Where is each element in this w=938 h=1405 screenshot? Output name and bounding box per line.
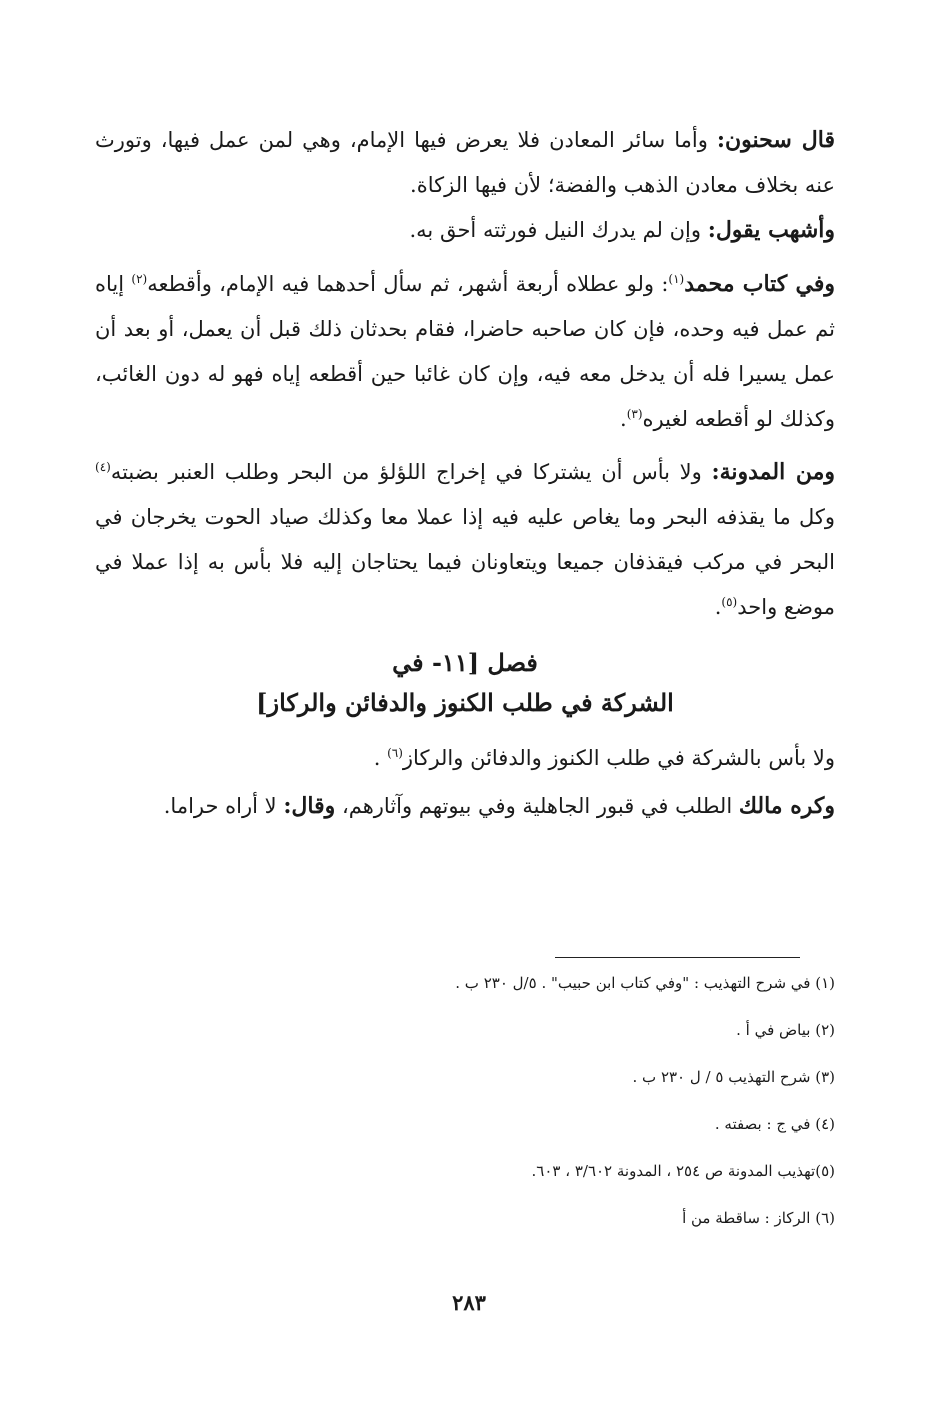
- footnote-2: (٢) بياض في أ .: [736, 1021, 835, 1039]
- paragraph-mudawwana: [95, 450, 835, 630]
- section-heading-line1: فصل [١١- في: [392, 648, 538, 677]
- paragraph-text: وكل ما يقذفه البحر وما يغاص عليه فيه إذا عملا معا وكذلك صياد الحوت يخرجان في البحر في مركب فيقذفان جميعا ويتعاونان فيما يحتاجان إليه فلا بأس به إذا عملا في موضع واحد: [95, 505, 835, 619]
- paragraph-text: ولا بأس أن يشتركا في إخراج اللؤلؤ من البحر وطلب العنبر بضبته: [110, 460, 702, 484]
- footnote-ref-5: (٥): [721, 595, 738, 609]
- footnote-ref-6: (٦): [387, 746, 403, 760]
- footnote-separator: [555, 957, 800, 958]
- paragraph-text: لا أراه حراما.: [163, 794, 277, 818]
- paragraph-end: .: [714, 595, 722, 619]
- paragraph-text: إياه ثم عمل فيه وحده، فإن كان صاحبه حاضرا، فقام بحدثان ذلك قبل أن يعمل، أو بعد أن عمل يسيرا فله أن يدخل معه فيه، وإن كان غائبا حين أقطعه إياه فهو له دون الغائب، وكذلك لو أقطعه لغيره: [95, 272, 835, 431]
- footnote-ref-3: (٣): [626, 407, 643, 421]
- footnote-1: (١) في شرح التهذيب : "وفي كتاب ابن حبيب" . ٥/ل ٢٣٠ ب .: [455, 974, 835, 992]
- paragraph-text: : ولو عطلاه أربعة أشهر، ثم سأل أحدهما فيه الإمام، وأقطعه: [147, 272, 669, 296]
- footnote-ref-2: (٢): [131, 272, 148, 286]
- speaker-malik: وكره مالك: [738, 793, 835, 819]
- footnote-ref-1: (١): [668, 272, 685, 286]
- paragraph-malik: [95, 784, 835, 829]
- source-mudawwana: ومن المدونة:: [711, 459, 835, 485]
- paragraph-treasure-partnership: [95, 736, 835, 781]
- paragraph-text: الطلب في قبور الجاهلية وفي بيوتهم وآثارهم،: [341, 794, 733, 818]
- paragraph-text: وأما سائر المعادن فلا يعرض فيها الإمام، وهي لمن عمل فيها، وتورث عنه بخلاف معادن الذهب والفضة؛ لأن فيها الزكاة.: [95, 128, 835, 197]
- paragraph-text: ولا بأس بالشركة في طلب الكنوز والدفائن والركاز: [402, 746, 835, 770]
- footnote-ref-4: (٤): [95, 460, 111, 474]
- speaker-said: وقال:: [283, 793, 336, 819]
- footnote-6: (٦) الركاز : ساقطة من أ: [682, 1209, 835, 1227]
- speaker-sahnun: قال سحنون:: [716, 127, 835, 153]
- paragraph-ashhab: [95, 208, 835, 253]
- paragraph-text: وإن لم يدرك النيل فورثته أحق به.: [409, 218, 702, 242]
- paragraph-end: .: [373, 746, 388, 770]
- footnote-5: (٥)تهذيب المدونة ص ٢٥٤ ، المدونة ٣/٦٠٢ ، ٦٠٣.: [531, 1162, 835, 1180]
- source-kitab-muhammad: وفي كتاب محمد: [684, 271, 836, 297]
- page-number: ٢٨٣: [452, 1290, 486, 1315]
- paragraph-end: .: [620, 407, 627, 431]
- footnote-4: (٤) في ج : بصفته .: [714, 1115, 835, 1133]
- footnote-3: (٣) شرح التهذيب ٥ / ل ٢٣٠ ب .: [632, 1068, 835, 1086]
- paragraph-sahnun: [95, 118, 835, 208]
- paragraph-kitab-muhammad: [95, 262, 835, 442]
- speaker-ashhab: وأشهب يقول:: [707, 217, 835, 243]
- section-heading-line2: الشركة في طلب الكنوز والدفائن والركاز]: [256, 688, 674, 717]
